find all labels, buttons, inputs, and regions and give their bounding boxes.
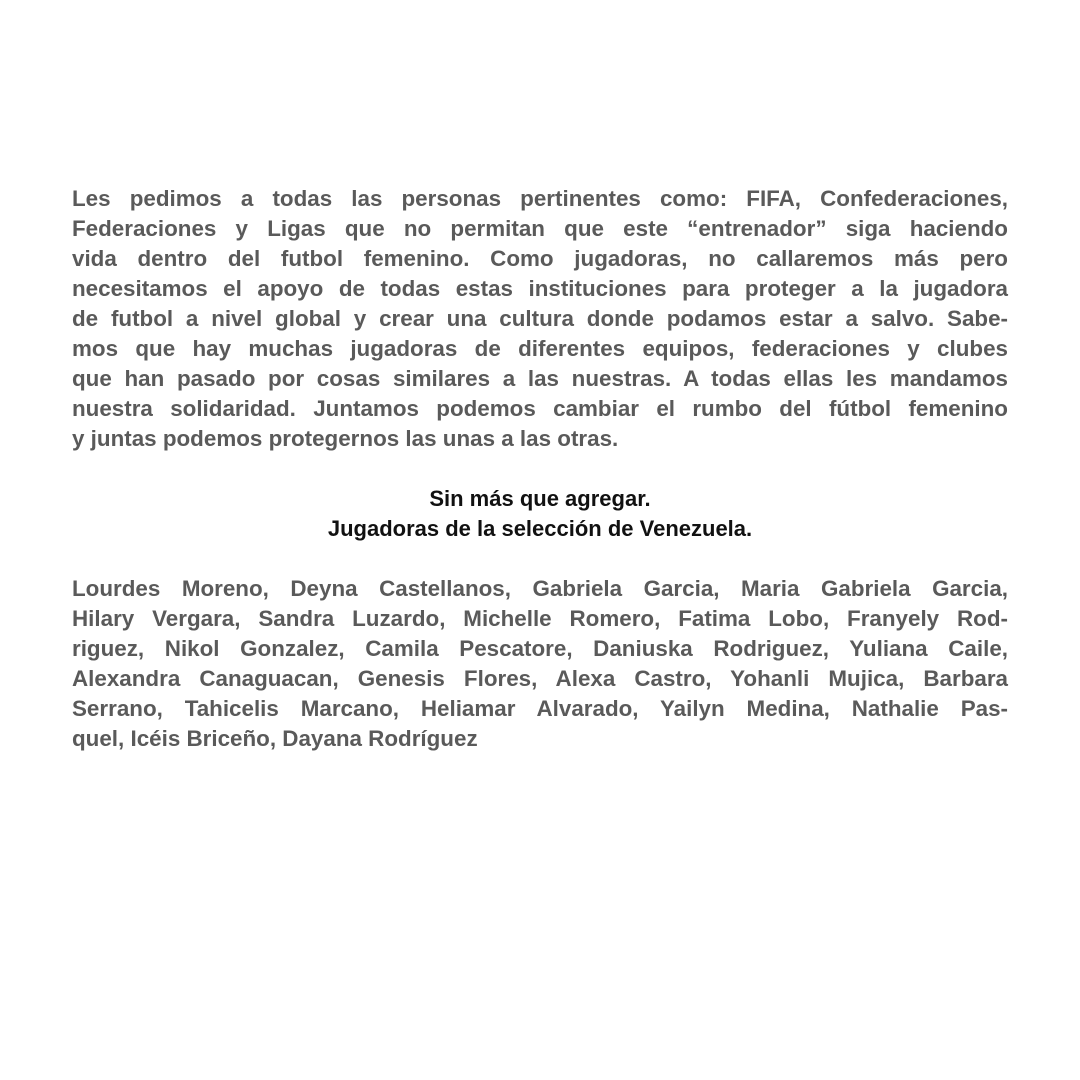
signatories-list <box>72 574 1008 754</box>
body-line: Federaciones y Ligas que no permitan que este “entrenador” siga haciendo <box>72 216 1008 241</box>
signatory-line: riguez, Nikol Gonzalez, Camila Pescatore, Daniuska Rodriguez, Yuliana Caile, <box>72 636 1008 661</box>
body-line: vida dentro del futbol femenino. Como jugadoras, no callaremos más pero <box>72 246 1008 271</box>
closing-block <box>72 484 1008 544</box>
body-line: nuestra solidaridad. Juntamos podemos cambiar el rumbo del fútbol femenino <box>72 396 1008 421</box>
letter-page <box>72 184 1008 754</box>
body-line: necesitamos el apoyo de todas estas instituciones para proteger a la jugadora <box>72 276 1008 301</box>
body-line: Les pedimos a todas las personas pertinentes como: FIFA, Confederaciones, <box>72 186 1008 211</box>
body-line: y juntas podemos protegernos las unas a las otras. <box>72 426 619 451</box>
body-line: mos que hay muchas jugadoras de diferentes equipos, federaciones y clubes <box>72 336 1008 361</box>
signatory-line: Lourdes Moreno, Deyna Castellanos, Gabriela Garcia, Maria Gabriela Garcia, <box>72 576 1008 601</box>
body-line: que han pasado por cosas similares a las nuestras. A todas ellas les mandamos <box>72 366 1008 391</box>
closing-line-1: Sin más que agregar. <box>429 486 651 511</box>
signatory-line: Hilary Vergara, Sandra Luzardo, Michelle Romero, Fatima Lobo, Franyely Rod- <box>72 606 1008 631</box>
body-line: de futbol a nivel global y crear una cultura donde podamos estar a salvo. Sabe- <box>72 306 1008 331</box>
signatory-line: quel, Icéis Briceño, Dayana Rodríguez <box>72 726 478 751</box>
body-paragraph <box>72 184 1008 454</box>
signatory-line: Serrano, Tahicelis Marcano, Heliamar Alvarado, Yailyn Medina, Nathalie Pas- <box>72 696 1008 721</box>
closing-line-2: Jugadoras de la selección de Venezuela. <box>327 516 753 541</box>
signatory-line: Alexandra Canaguacan, Genesis Flores, Alexa Castro, Yohanli Mujica, Barbara <box>72 666 1008 691</box>
